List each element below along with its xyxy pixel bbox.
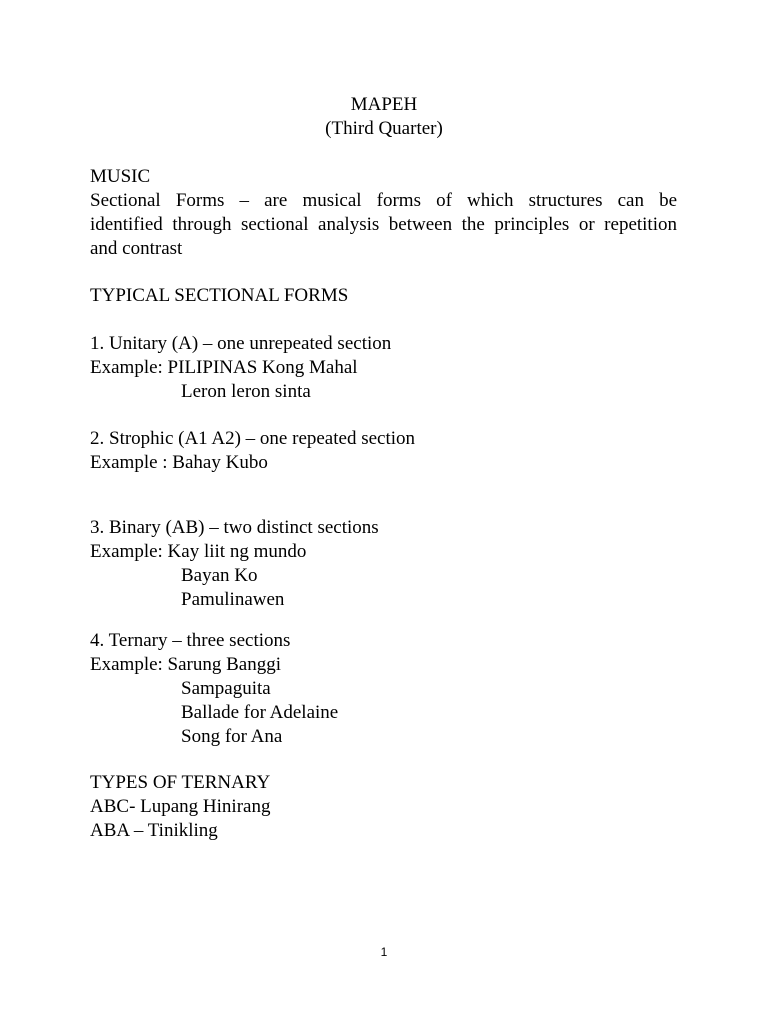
definition-line: Sectional Forms – are musical forms of which structures can be xyxy=(90,190,677,211)
ternary-type-item: ABC- Lupang Hinirang xyxy=(90,796,271,817)
form-title: 3. Binary (AB) – two distinct sections xyxy=(90,517,379,538)
ternary-types-heading: TYPES OF TERNARY xyxy=(90,772,271,793)
form-example-item: Pamulinawen xyxy=(181,589,285,610)
page-number: 1 xyxy=(380,945,388,959)
form-example-item: Song for Ana xyxy=(181,726,283,747)
form-example: Example: PILIPINAS Kong Mahal xyxy=(90,357,358,378)
form-example: Example: Kay liit ng mundo xyxy=(90,541,307,562)
form-title: 4. Ternary – three sections xyxy=(90,630,291,651)
form-example-item: Bayan Ko xyxy=(181,565,258,586)
document-subtitle: (Third Quarter) xyxy=(325,118,443,139)
form-example-item: Leron leron sinta xyxy=(181,381,311,402)
form-title: 2. Strophic (A1 A2) – one repeated section xyxy=(90,428,416,449)
document-title: MAPEH xyxy=(350,94,418,115)
form-example-item: Sampaguita xyxy=(181,678,271,699)
form-example: Example : Bahay Kubo xyxy=(90,452,268,473)
ternary-type-item: ABA – Tinikling xyxy=(90,820,218,841)
form-title: 1. Unitary (A) – one unrepeated section xyxy=(90,333,392,354)
form-example-item: Ballade for Adelaine xyxy=(181,702,339,723)
typical-forms-heading: TYPICAL SECTIONAL FORMS xyxy=(90,285,349,306)
music-heading: MUSIC xyxy=(90,166,151,187)
music-definition xyxy=(90,189,677,261)
form-example: Example: Sarung Banggi xyxy=(90,654,282,675)
definition-line: identified through sectional analysis between the principles or repetition xyxy=(90,214,677,235)
definition-line: and contrast xyxy=(90,238,183,259)
